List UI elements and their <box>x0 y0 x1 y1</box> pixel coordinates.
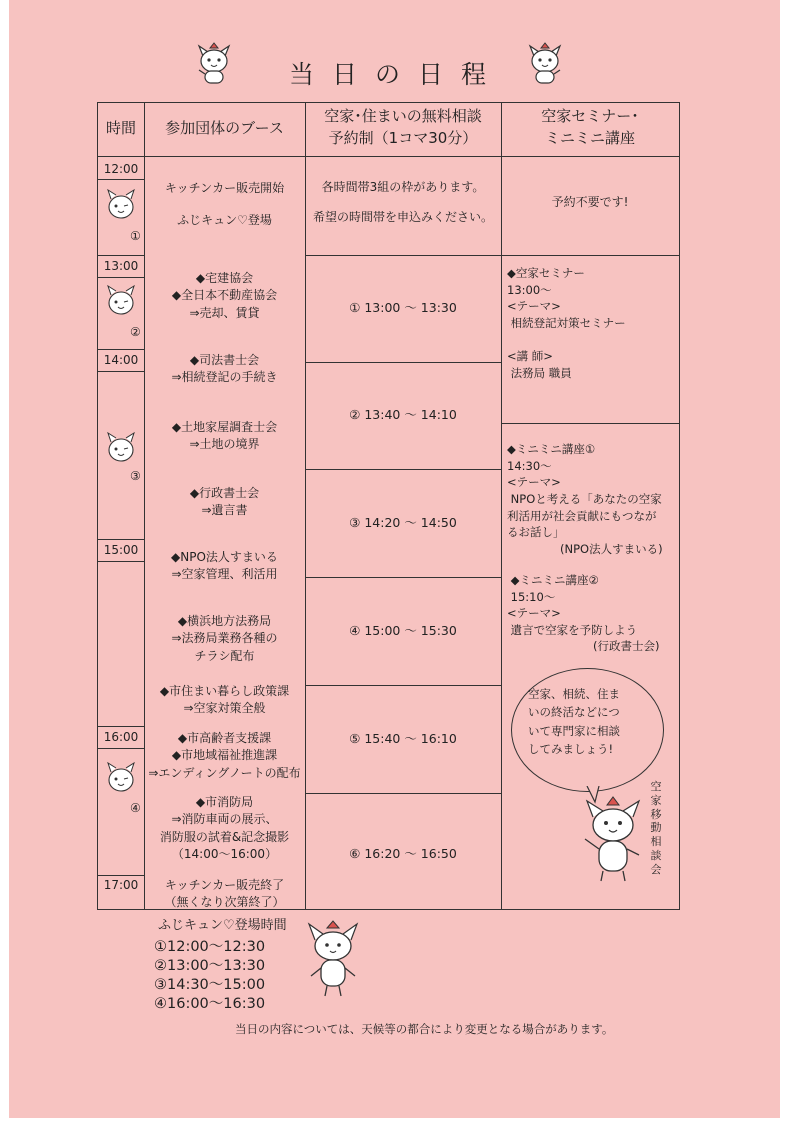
time-label: 15:00 <box>103 543 139 557</box>
seminar-block-3-org: (行政書士会) <box>593 639 660 653</box>
mascot-mark: ② <box>130 325 141 339</box>
seminar-block-2: ◆ミニミニ講座① 14:30～ <テーマ> NPOと考える「あなたの空家 利活用が社会貢献にもつなが るお話し」 <box>507 442 662 540</box>
seminar-block-2-org: (NPO法人すまいる) <box>560 542 663 556</box>
time-label: 12:00 <box>103 162 139 176</box>
booth-entry: キッチンカー販売開始 <box>164 181 285 195</box>
consult-slot: ⑤ 15:40 ～ 16:10 <box>349 731 457 746</box>
consult-intro: 各時間帯3組の枠があります。 希望の時間帯を申込みください。 <box>312 180 493 224</box>
consult-slot: ① 13:00 ～ 13:30 <box>349 300 457 315</box>
booth-entry: ふじキュン♡登場 <box>177 213 272 227</box>
footer-note: 当日の内容については、天候等の都合により変更となる場合があります。 <box>235 1022 614 1036</box>
mascot-mark: ④ <box>130 801 141 815</box>
mascot-face-icon <box>104 760 138 798</box>
mascot-jumping-icon <box>303 920 363 1002</box>
speech-bubble-text: 空家、相続、住ま いの終活などにつ いて専門家に相談 してみましょう! <box>528 687 620 757</box>
header-seminar-line1: 空家セミナー･ <box>541 107 639 125</box>
mascot-mark: ③ <box>130 469 141 483</box>
booth-entry: キッチンカー販売終了 （無くなり次第終了） <box>164 878 285 910</box>
mascot-face-icon <box>104 187 138 225</box>
mascot-face-icon <box>104 283 138 321</box>
seminar-block-3: ◆ミニミニ講座② 15:10～ <テーマ> 遺言で空家を予防しよう <box>507 573 638 638</box>
booth-entry: ◆市高齢者支援課 ◆市地域福祉推進課 ⇒エンディングノートの配布 <box>148 731 301 780</box>
header-consult-line1: 空家･住まいの無料相談 <box>324 107 482 125</box>
booth-entry: ◆市消防局 ⇒消防車両の展示、 消防服の試着&記念撮影 （14:00～16:00） <box>159 795 290 862</box>
appearance-time: ③14:30～15:00 <box>154 977 266 993</box>
appearance-time: ②13:00～13:30 <box>154 958 266 974</box>
mascot-title-right-icon <box>524 42 566 88</box>
consult-slot: ④ 15:00 ～ 15:30 <box>349 623 457 638</box>
consult-slot: ③ 14:20 ～ 14:50 <box>349 515 457 530</box>
header-time: 時間 <box>105 119 136 137</box>
time-label: 17:00 <box>103 878 139 892</box>
booth-entry: ◆市住まい暮らし政策課 ⇒空家対策全般 <box>159 684 290 716</box>
booth-entry: ◆行政書士会 ⇒遺言書 <box>189 486 260 518</box>
header-consult-line2: 予約制（1コマ30分） <box>328 129 478 147</box>
mascot-waving-icon <box>579 795 647 883</box>
time-label: 16:00 <box>103 730 139 744</box>
consult-slot: ⑥ 16:20 ～ 16:50 <box>349 846 457 861</box>
time-label: 14:00 <box>103 353 139 367</box>
booth-entry: ◆司法書士会 ⇒相続登記の手続き <box>171 353 278 385</box>
header-seminar-line2: ミニミニ講座 <box>544 129 635 147</box>
appearance-time: ①12:00～12:30 <box>154 939 266 955</box>
booth-entry: ◆NPO法人すまいる ⇒空家管理、利活用 <box>171 550 278 582</box>
appearance-title: ふじキュン♡登場時間 <box>158 918 287 933</box>
mascot-title-left-icon <box>193 42 235 88</box>
booth-entry: ◆横浜地方法務局 ⇒法務局業務各種の チラシ配布 <box>171 614 278 663</box>
booth-entry: ◆宅建協会 ◆全日本不動産協会 ⇒売却、賃貸 <box>171 271 278 320</box>
time-label: 13:00 <box>103 259 139 273</box>
header-booths: 参加団体のブース <box>165 119 284 137</box>
seminar-block-1: ◆空家セミナー 13:00～ <テーマ> 相続登記対策セミナー <講 師> 法務局 職員 <box>507 266 626 381</box>
seminar-no-reservation: 予約不要です! <box>551 195 629 209</box>
mascot-face-icon <box>104 430 138 468</box>
booth-entry: ◆土地家屋調査士会 ⇒土地の境界 <box>171 420 278 452</box>
appearance-time: ④16:00～16:30 <box>154 996 266 1012</box>
mascot-mark: ① <box>130 229 141 243</box>
vertical-label: 空家移動相談会 <box>650 780 662 876</box>
consult-slot: ② 13:40 ～ 14:10 <box>349 407 457 422</box>
page-title: 当日の日程 <box>288 60 504 89</box>
